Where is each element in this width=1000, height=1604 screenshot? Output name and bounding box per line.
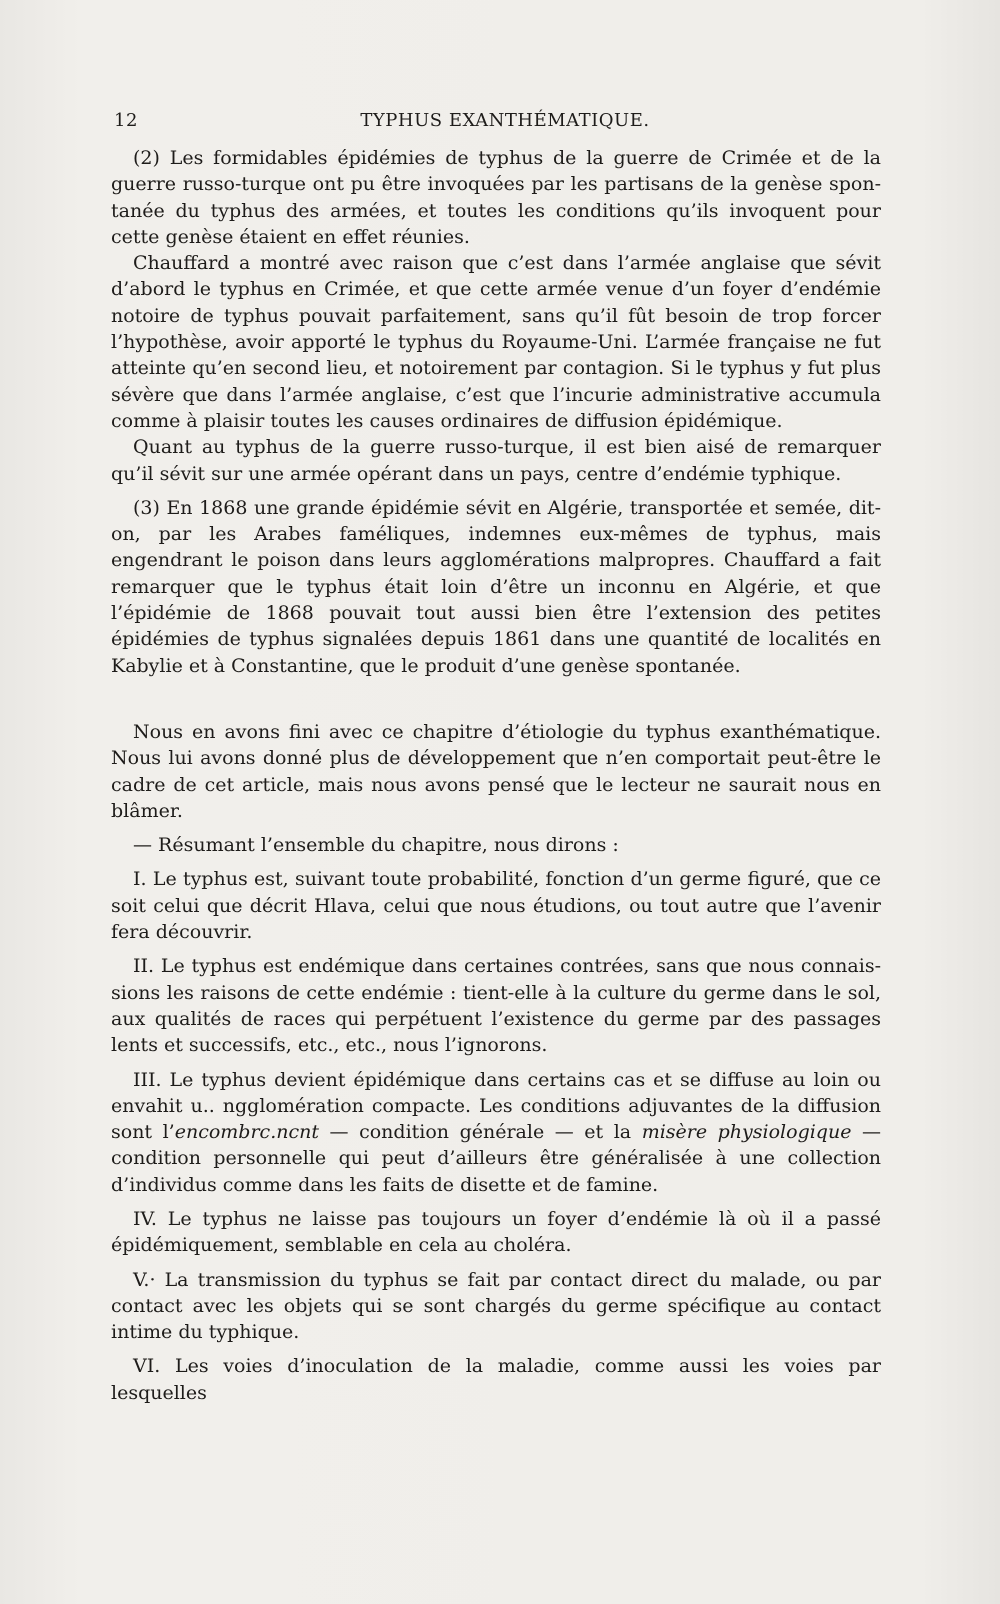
summary-lead: — Résumant l’ensemble du chapitre, nous dirons :	[133, 834, 619, 857]
page-number: 12	[114, 110, 138, 131]
summary-item-3	[111, 1067, 881, 1198]
summary-item-5: V.· La transmission du typhus se fait par contact direct du malade, ou par contact avec les objets qui se sont chargés du germe spécifique au contact intime du typhique.	[111, 1268, 881, 1344]
summary-item-2: II. Le typhus est endémique dans certaines contrées, sans que nous connaissions les raisons de cette endémie : tient-elle à la culture du germe dans le sol, aux qualités de races qui perpétuent l’existence du germe par des passages lents et successifs, etc., etc., nous l’ignorons.	[111, 955, 881, 1057]
footnote-2-paragraph-1: (2) Les formidables épidémies de typhus de la guerre de Crimée et de la guerre russo-turque ont pu être invoquées par les partisans de la genèse spontanée du typhus des armées, et toutes les conditions qu’ils invoquent pour cette genèse étaient en effet réunies.	[111, 147, 881, 248]
summary-item-3-text-a: III. Le typhus devient épidémique dans certains cas et se diffuse au loin ou envahit u.. ngglomération compacte. Les conditions adjuvantes de la diffusion sont l’	[111, 1068, 881, 1144]
page-body	[111, 145, 881, 1406]
running-title: TYPHUS EXANTHÉMATIQUE.	[360, 110, 650, 131]
summary-item-4: IV. Le typhus ne laisse pas toujours un foyer d’endémie là où il a passé épidémiquement, semblable en cela au choléra.	[111, 1207, 881, 1257]
summary-item-1: I. Le typhus est, suivant toute probabilité, fonction d’un germe figuré, que ce soit celui que décrit Hlava, celui que nous étudions, ou tout autre que l’avenir fera découvrir.	[111, 868, 881, 944]
summary-item-3-emphasis-2: misère physiologique	[641, 1121, 852, 1144]
summary-item-3-emphasis-1: encombrc.ncnt	[174, 1121, 319, 1144]
summary-list	[111, 866, 881, 1406]
chapter-conclusion: Nous en avons fini avec ce chapitre d’étiologie du typhus exanthématique. Nous lui avons donné plus de développement que n’en comportait peut-être le cadre de cet article, mais nous avons pensé que le lecteur ne saurait nous en blâmer.	[111, 720, 881, 822]
footnote-3: (3) En 1868 une grande épidémie sévit en Algérie, transportée et semée, dit-on, par les Arabes faméliques, indemnes eux-mêmes de typhus, mais engendrant le poison dans leurs agglomérations malpropres. Chauffard a fait remarquer que le typhus était loin d’être un inconnu en Algérie, et que l’épidémie de 1868 pouvait tout aussi bien être l’extension des petites épidémies de typhus signalées depuis 1861 dans une quantité de localités en Kabylie et à Constantine, que le produit d’une genèse spontanée.	[111, 496, 881, 677]
summary-item-3-text-b: — condition générale — et la	[319, 1121, 642, 1144]
summary-item-6: VI. Les voies d’inoculation de la maladie, comme aussi les voies par lesquelles	[111, 1355, 881, 1404]
footnote-2-paragraph-3: Quant au typhus de la guerre russo-turque, il est bien aisé de remarquer qu’il sévit sur une armée opérant dans un pays, centre d’endémie typhique.	[111, 436, 881, 485]
summary-item-3-text-c: — condition personnelle qui peut d’ailleurs être généralisée à une collection d’individus comme dans les faits de disette et de famine.	[111, 1121, 882, 1196]
page-header	[111, 110, 881, 138]
footnote-2-paragraph-2: Chauffard a montré avec raison que c’est dans l’armée anglaise que sévit d’abord le typhus en Crimée, et que cette armée venue d’un foyer d’endémie notoire de typhus pouvait parfaitement, sans qu’il fût besoin de trop forcer l’hypothèse, avoir apporté le typhus du Royaume-Uni. L’armée française ne fut atteinte qu’en second lieu, et notoirement par contagion. Si le typhus y fut plus sévère que dans l’armée anglaise, c’est que l’incurie administrative accumula comme à plaisir toutes les causes ordinaires de diffusion épidémique.	[111, 252, 881, 432]
